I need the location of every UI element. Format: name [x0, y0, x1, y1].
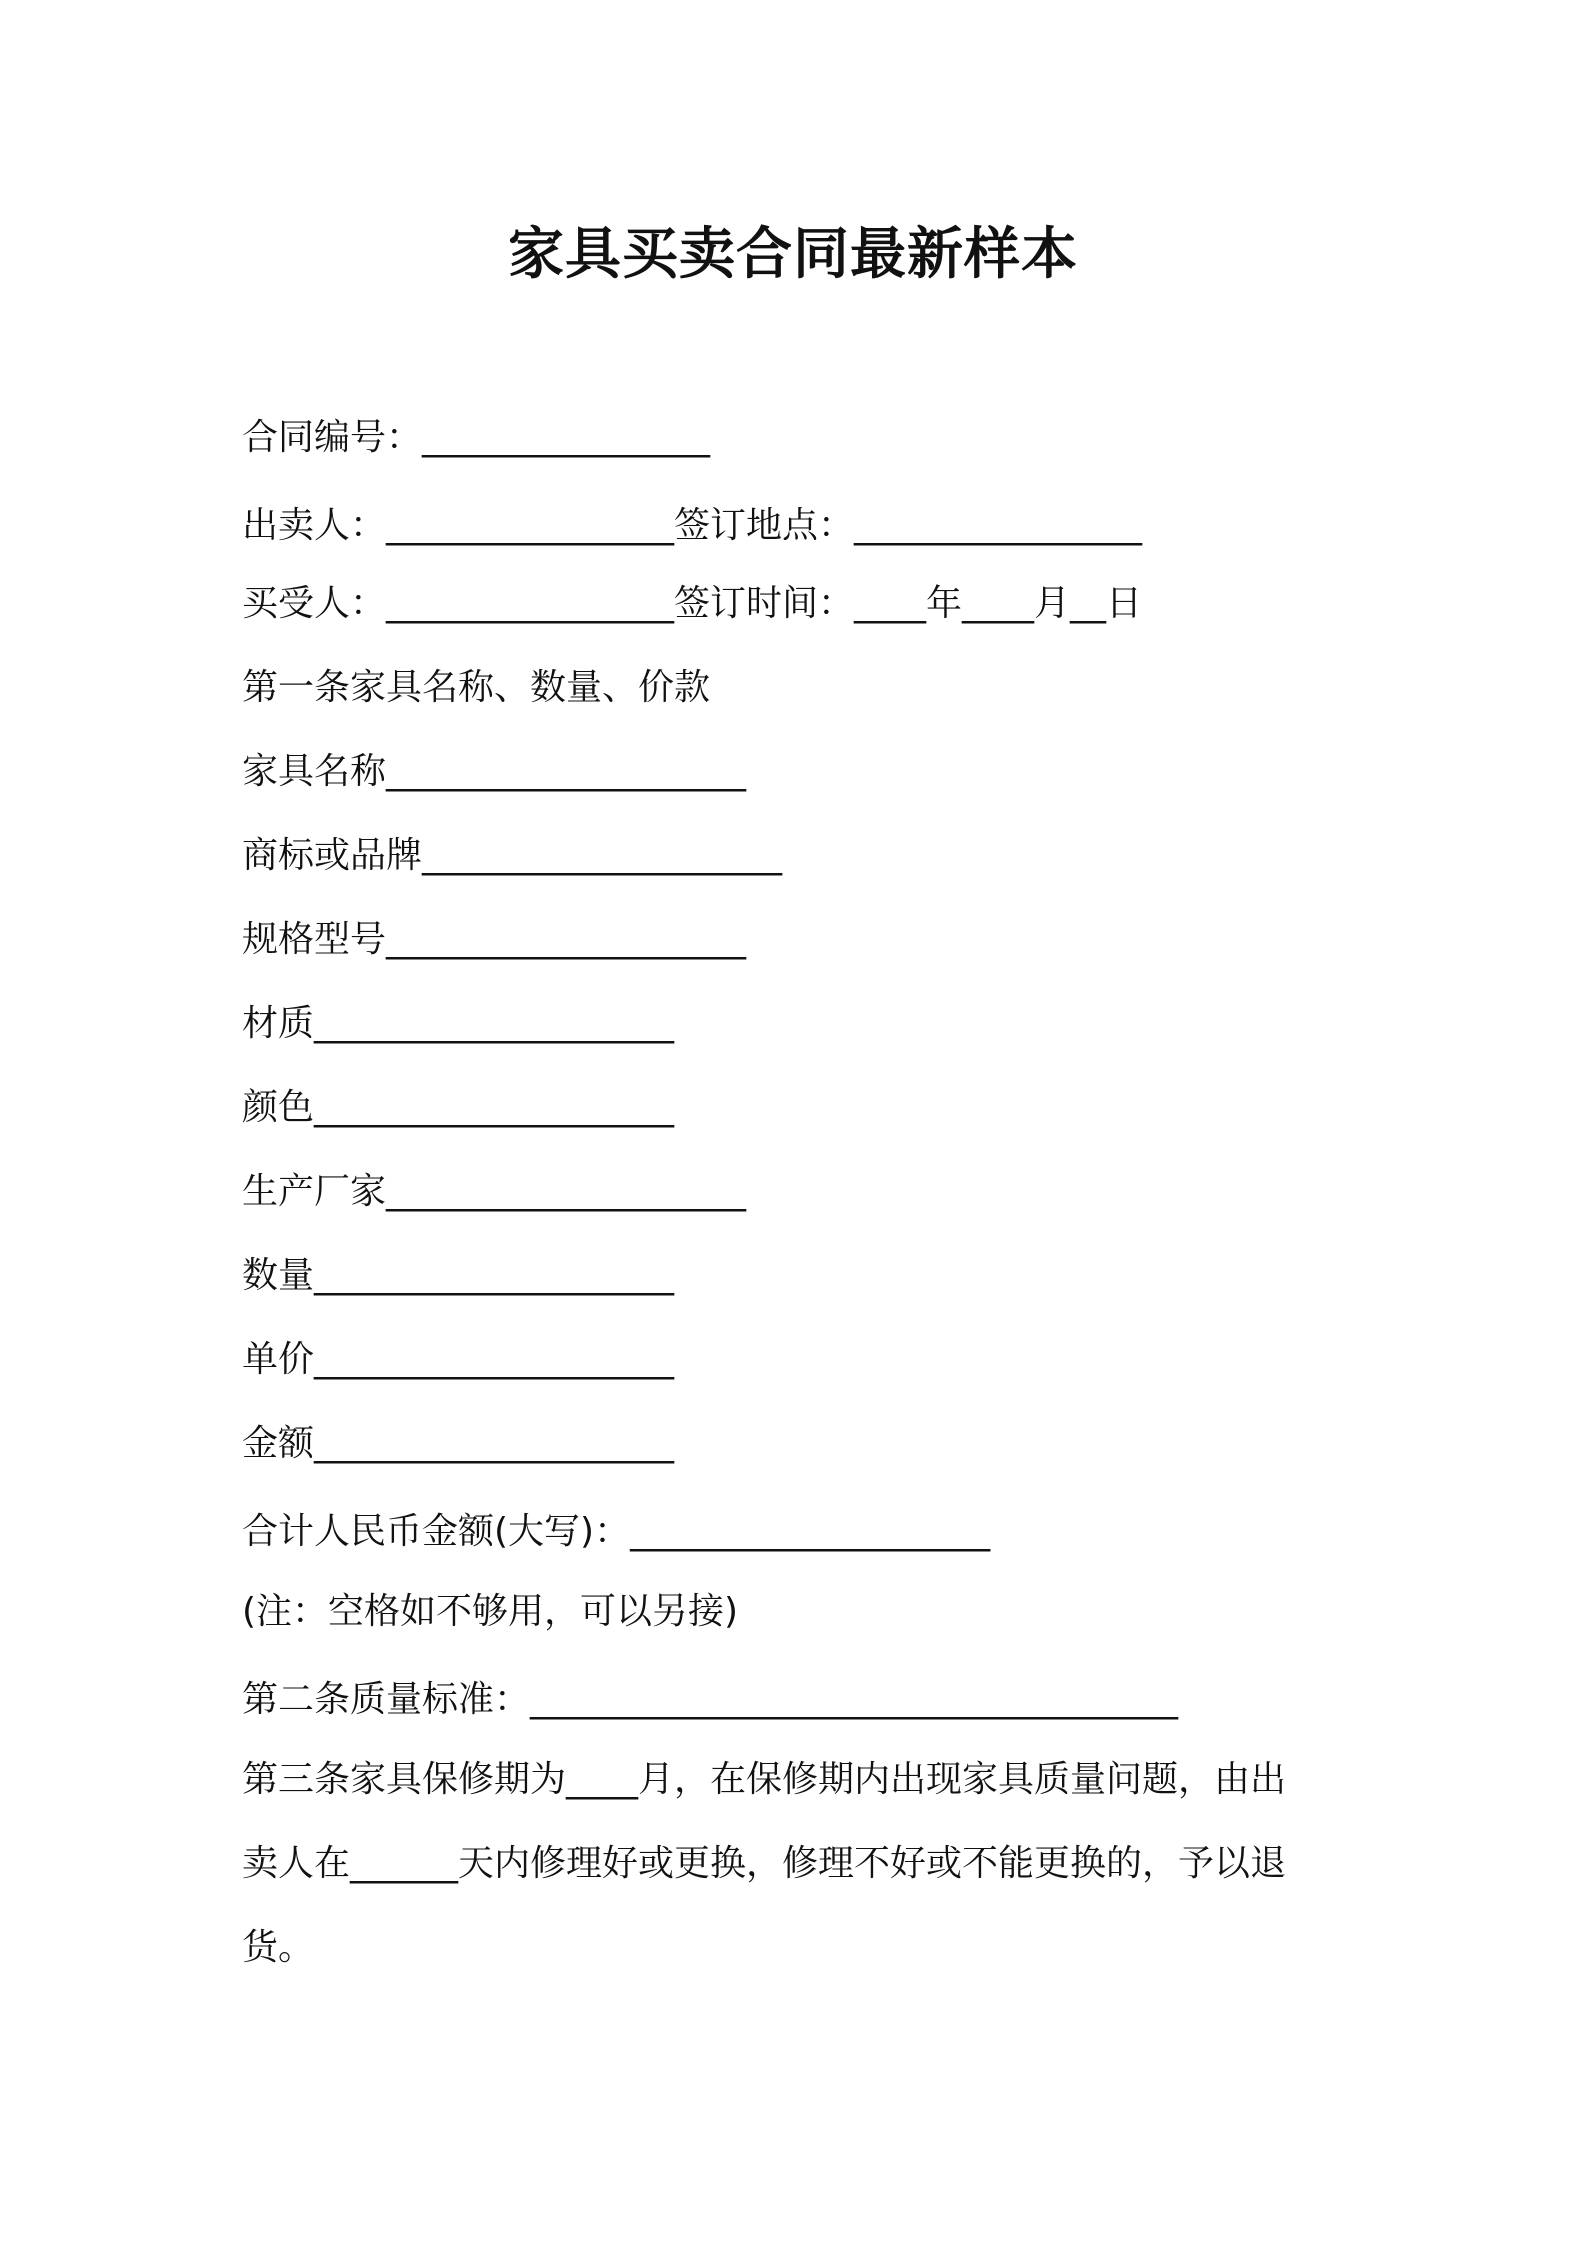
- model-line: 规格型号____________________: [242, 919, 747, 960]
- furniture-name-line: 家具名称____________________: [242, 751, 747, 792]
- quantity-line: 数量____________________: [242, 1255, 675, 1296]
- material-line: 材质____________________: [242, 1003, 675, 1044]
- document-title: 家具买卖合同最新样本: [508, 222, 1078, 287]
- article-three-line-2: 卖人在______天内修理好或更换，修理不好或不能更换的，予以退: [242, 1843, 1287, 1884]
- total-rmb-line: 合计人民币金额(大写)：____________________: [242, 1511, 991, 1552]
- color-line: 颜色____________________: [242, 1087, 675, 1128]
- manufacturer-line: 生产厂家____________________: [242, 1171, 747, 1212]
- contract-number-line: 合同编号：________________: [242, 417, 711, 458]
- unit-price-line: 单价____________________: [242, 1339, 675, 1380]
- article-three-line-1: 第三条家具保修期为____月，在保修期内出现家具质量问题，由出: [242, 1759, 1287, 1800]
- brand-line: 商标或品牌____________________: [242, 835, 783, 876]
- amount-line: 金额____________________: [242, 1423, 675, 1464]
- article-two-line: 第二条质量标准：____________________________________: [242, 1679, 1179, 1720]
- seller-sign-place-line: 出卖人：________________签订地点：________________: [242, 505, 1143, 546]
- article-three-line-3: 货。: [242, 1927, 315, 1968]
- note-line: (注：空格如不够用，可以另接): [242, 1591, 739, 1632]
- buyer-sign-date-line: 买受人：________________签订时间：____年____月__日: [242, 583, 1143, 624]
- article-one-heading: 第一条家具名称、数量、价款: [242, 667, 711, 708]
